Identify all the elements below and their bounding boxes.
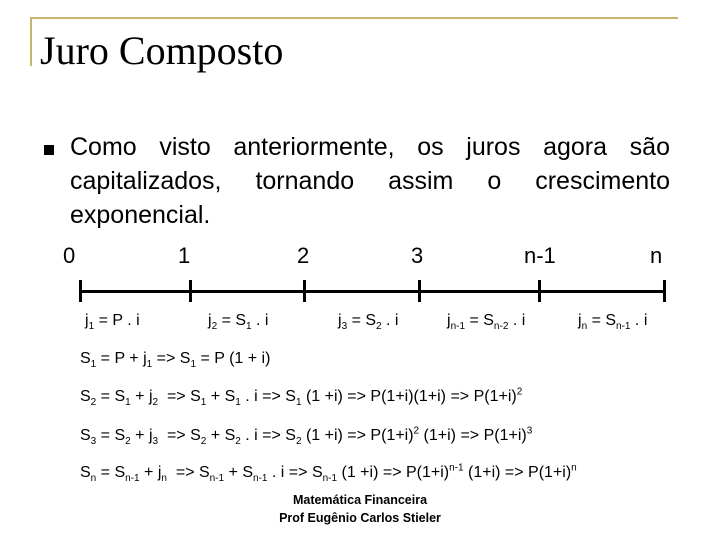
timeline-label-2: 2	[297, 243, 310, 268]
footer-author: Prof Eugênio Carlos Stieler	[279, 511, 441, 525]
equation-s2: $S_2 = S_1 + j_2 => S_1 + S_1$ . $i => S_1$ $(1 +i) => P(1+i)(1+i) => P(1+i)^2$	[80, 386, 523, 409]
footer-course: Matemática Financeira	[292, 493, 428, 507]
equation-sn: $S_n = S_{n-1} + j_n => S_{n-1} + S_{n-1}$ . $i => S_{n-1}$ $(1 +i) => P(1+i)^{n-1}$ $(1+i) => P(1+i)^n$	[80, 462, 577, 485]
timeline-label-n: n	[650, 243, 663, 268]
timeline-tick	[79, 280, 82, 302]
timeline-tick	[189, 280, 192, 302]
timeline-label-0: 0	[63, 243, 76, 268]
timeline-tick	[538, 280, 541, 302]
timeline-tick	[418, 280, 421, 302]
bullet-text: Como visto anteriormente, os juros agora são capitalizados, tornando assim o crescimento exponencial.	[70, 133, 670, 229]
equation-s3: $S_3 = S_2 + j_3 => S_2 + S_2$ . $i => S_2$ $(1 +i) => P(1+i)^2$ $(1+i) => P(1+i)^3$	[80, 425, 533, 448]
timeline-formula-jn-1: $j_{n-1} = S_{n-2}$ . i	[447, 312, 526, 333]
frame-left-line	[30, 17, 32, 66]
bullet-square-icon	[44, 145, 54, 155]
timeline-label-1: 1	[178, 243, 191, 268]
slide-title: Juro Composto	[40, 28, 284, 73]
timeline-label-3: 3	[411, 243, 424, 268]
timeline-tick	[663, 280, 666, 302]
timeline-formula-j3: $j_3 = S_2$ . i	[338, 312, 399, 333]
timeline-formula-j2: $j_2 = S_1$ . i	[208, 312, 269, 333]
timeline-tick	[303, 280, 306, 302]
timeline-label-n-1: n-1	[524, 243, 556, 268]
equation-s1: $S_1 = P + j_1 => S_1 = P$ (1 + i)	[80, 350, 271, 371]
frame-top-line	[30, 17, 678, 19]
timeline-axis	[80, 290, 666, 293]
timeline-formula-j1: $j_1 = P$ . i	[85, 312, 140, 333]
timeline-formula-jn: $j_n = S_{n-1}$ . i	[578, 312, 648, 333]
